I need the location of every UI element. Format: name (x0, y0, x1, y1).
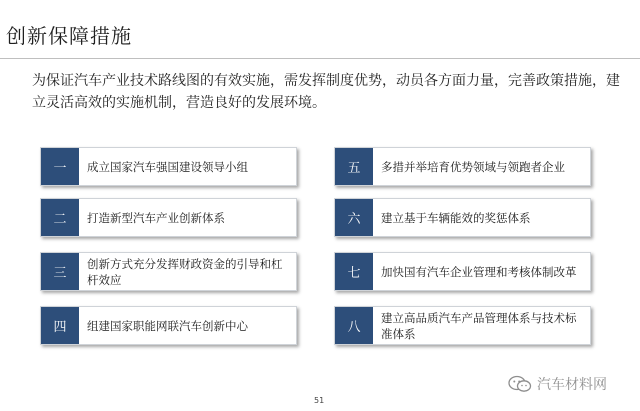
measure-number: 一 (41, 148, 79, 185)
measure-number: 七 (335, 253, 373, 290)
measure-text: 多措并举培育优势领域与领跑者企业 (381, 159, 565, 174)
page-number: 51 (314, 396, 325, 405)
measure-text: 建立基于车辆能效的奖惩体系 (381, 210, 531, 225)
measure-number: 八 (335, 307, 373, 344)
measure-text: 成立国家汽车强国建设领导小组 (87, 159, 248, 174)
watermark (508, 374, 607, 394)
page-title: 创新保障措施 (6, 24, 132, 48)
measure-text: 打造新型汽车产业创新体系 (87, 210, 225, 225)
intro-paragraph: 为保证汽车产业技术路线图的有效实施，需发挥制度优势，动员各方面力量，完善政策措施，建立灵活高效的实施机制，营造良好的发展环境。 (32, 73, 620, 111)
measure-number: 二 (41, 199, 79, 236)
watermark-text: 汽车材料网 (537, 377, 607, 393)
measure-number: 五 (335, 148, 373, 185)
measure-item-6 (334, 198, 591, 237)
title-divider (0, 58, 640, 59)
measure-item-1 (40, 147, 297, 186)
measure-number: 六 (335, 199, 373, 236)
measure-number: 三 (41, 253, 79, 290)
measure-text: 加快国有汽车企业管理和考核体制改革 (381, 264, 577, 279)
measure-number: 四 (41, 307, 79, 344)
measure-text: 建立高品质汽车产品管理体系与技术标准体系 (381, 310, 577, 341)
wechat-icon (508, 375, 532, 393)
measure-item-8 (334, 306, 591, 345)
measure-item-7 (334, 252, 591, 291)
measure-text: 创新方式充分发挥财政资金的引导和杠杆效应 (87, 256, 283, 287)
measure-item-5 (334, 147, 591, 186)
measure-item-4 (40, 306, 297, 345)
measure-item-3 (40, 252, 297, 291)
measure-text: 组建国家职能网联汽车创新中心 (87, 318, 248, 333)
measure-item-2 (40, 198, 297, 237)
